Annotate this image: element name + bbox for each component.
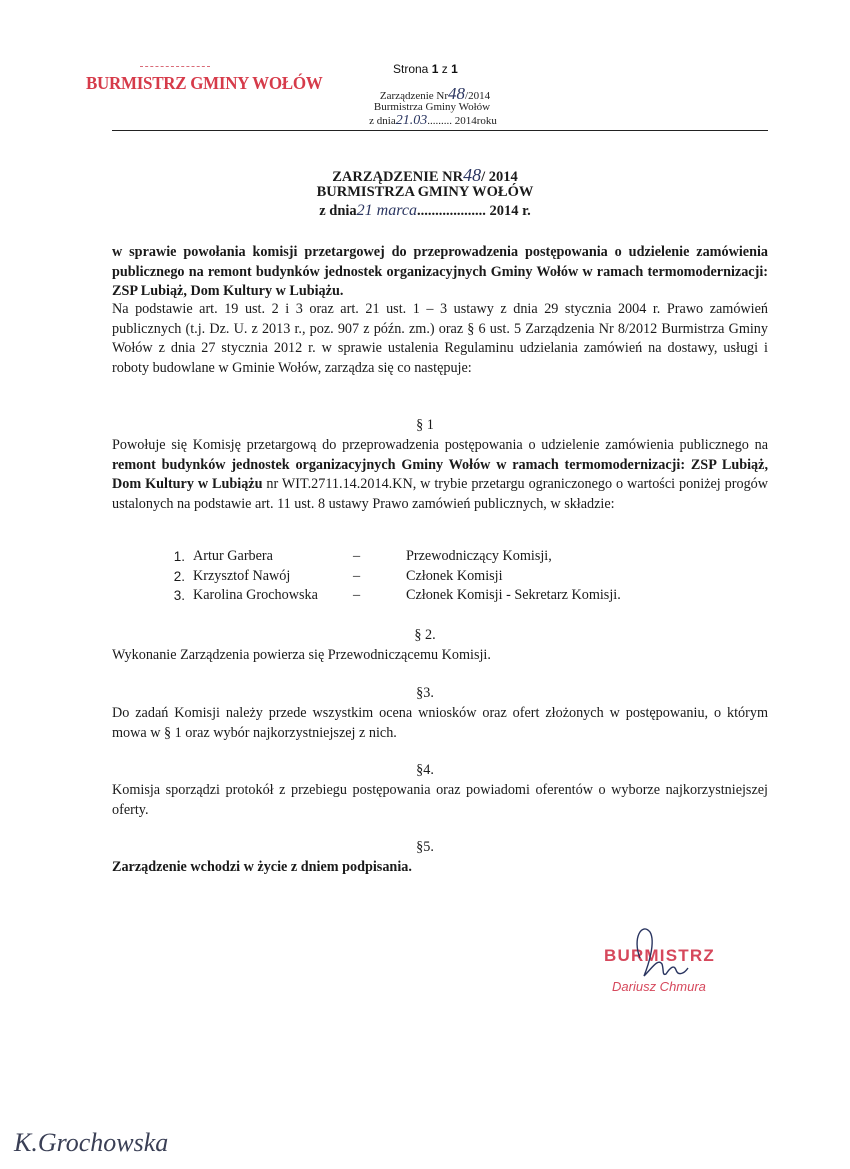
section-1-heading: § 1 bbox=[416, 417, 434, 433]
member-name: Karolina Grochowska bbox=[193, 587, 318, 603]
handwritten-date: 21.03 bbox=[395, 113, 428, 128]
member-name: Krzysztof Nawój bbox=[193, 567, 291, 584]
member-row bbox=[157, 547, 621, 567]
member-role: Przewodniczący Komisji, bbox=[406, 548, 552, 564]
mayor-stamp-name: Dariusz Chmura bbox=[612, 979, 706, 994]
member-dash: – bbox=[353, 567, 361, 584]
header-ref-line-2: Burmistrza Gminy Wołów bbox=[373, 101, 491, 113]
member-row bbox=[157, 567, 621, 587]
header-date-prefix: z dnia bbox=[369, 115, 396, 127]
mayor-stamp-title: BURMISTRZ bbox=[604, 946, 715, 965]
handwritten-initials: K.Grochowska bbox=[14, 1128, 169, 1157]
page-total: 1 bbox=[451, 62, 458, 76]
section-4-heading: §4. bbox=[416, 762, 434, 778]
member-role: Członek Komisji - Sekretarz Komisji. bbox=[406, 587, 621, 603]
document-issuer: BURMISTRZA GMINY WOŁÓW bbox=[316, 184, 534, 200]
member-number: 3. bbox=[173, 588, 185, 603]
section-4-text: Komisja sporządzi protokół z przebiegu postępowania oraz powiadomi oferentów o wyborze najkorzystniejszej oferty. bbox=[112, 782, 768, 818]
page-indicator-sep: z bbox=[438, 62, 452, 76]
header-ref-line-3 bbox=[348, 113, 518, 129]
section-3-text: Do zadań Komisji należy przede wszystkim ocena wniosków oraz ofert złożonych w postępowaniu, o którym mowa w § 1 oraz wybór najkorzystniejszej z nich. bbox=[112, 705, 768, 741]
section-1-text-bold: remont budynków jednostek organizacyjnych Gminy Wołów w ramach termomodernizacji: ZSP Lubiąż, Dom Kultury w Lubiążu bbox=[112, 456, 768, 492]
document-date bbox=[0, 202, 850, 220]
section-3-heading: §3. bbox=[416, 685, 434, 701]
member-dash: – bbox=[353, 587, 361, 603]
member-name: Artur Garbera bbox=[193, 548, 273, 564]
header-rule bbox=[112, 130, 768, 131]
section-5-heading: §5. bbox=[416, 839, 434, 855]
page-current: 1 bbox=[431, 62, 439, 76]
section-1-text-start: Powołuje się Komisję przetargową do przeprowadzenia postępowania o udzielenie zamówienia publicznego na bbox=[112, 437, 768, 453]
date-suffix: ................... 2014 r. bbox=[416, 203, 531, 219]
document-title bbox=[0, 165, 850, 186]
member-number: 2. bbox=[173, 568, 185, 584]
section-5-text: Zarządzenie wchodzi w życie z dniem podpisania. bbox=[112, 859, 412, 875]
date-prefix: z dnia bbox=[319, 203, 357, 219]
member-row bbox=[157, 586, 621, 606]
member-number: 1. bbox=[173, 549, 185, 564]
legal-basis-paragraph: Na podstawie art. 19 ust. 2 i 3 oraz art. 21 ust. 1 – 3 ustawy z dnia 29 stycznia 2004 r. Prawo zamówień publicznych (t.j. Dz. U. z 2013 r., poz. 907 z późn. zm.) oraz § 6 ust. 5 Zarządzenia Nr 8/2012 Burmistrza Gminy Wołów z dnia 27 stycznia 2012 r. w sprawie ustalenia Regulaminu udzielania zamówień na dostawy, usługi i roboty budowlane w Gminie Wołów, zarządza się co następuje: bbox=[112, 301, 768, 376]
section-1-text bbox=[112, 436, 768, 514]
section-2-heading: § 2. bbox=[414, 627, 436, 643]
mayor-signature bbox=[618, 918, 708, 998]
header-ref-prefix: Zarządzenie Nr bbox=[379, 90, 449, 102]
member-role: Członek Komisji bbox=[406, 567, 503, 584]
page-indicator-prefix: Strona bbox=[393, 62, 432, 76]
committee-members-list bbox=[157, 547, 621, 606]
title-year: / 2014 bbox=[481, 169, 518, 185]
header-date-suffix: ......... 2014roku bbox=[427, 115, 497, 127]
page-indicator bbox=[393, 62, 458, 76]
title-prefix: ZARZĄDZENIE NR bbox=[332, 169, 464, 185]
section-1-text-end: nr WIT.2711.14.2014.KN, w trybie przetargu ograniczonego o wartości poniżej progów ustalonych na podstawie art. 11 ust. 8 ustawy Prawo zamówień publicznych, w składzie: bbox=[112, 476, 769, 512]
handwritten-title-date: 21 marca bbox=[356, 202, 417, 219]
header-ref-year: /2014 bbox=[465, 90, 491, 102]
office-stamp-top: BURMISTRZ GMINY WOŁÓW bbox=[86, 73, 323, 94]
handwritten-number: 48 bbox=[448, 84, 466, 103]
stamp-decoration-line bbox=[140, 66, 210, 67]
handwritten-title-number: 48 bbox=[463, 165, 482, 185]
member-dash: – bbox=[353, 548, 361, 564]
section-2-text: Wykonanie Zarządzenia powierza się Przewodniczącemu Komisji. bbox=[112, 647, 491, 663]
subject-paragraph: w sprawie powołania komisji przetargowej do przeprowadzenia postępowania o udzielenie zamówienia publicznego na remont budynków jednostek organizacyjnych Gminy Wołów w ramach termomodernizacji: ZSP Lubiąż, Dom Kultury w Lubiążu. bbox=[112, 244, 768, 299]
